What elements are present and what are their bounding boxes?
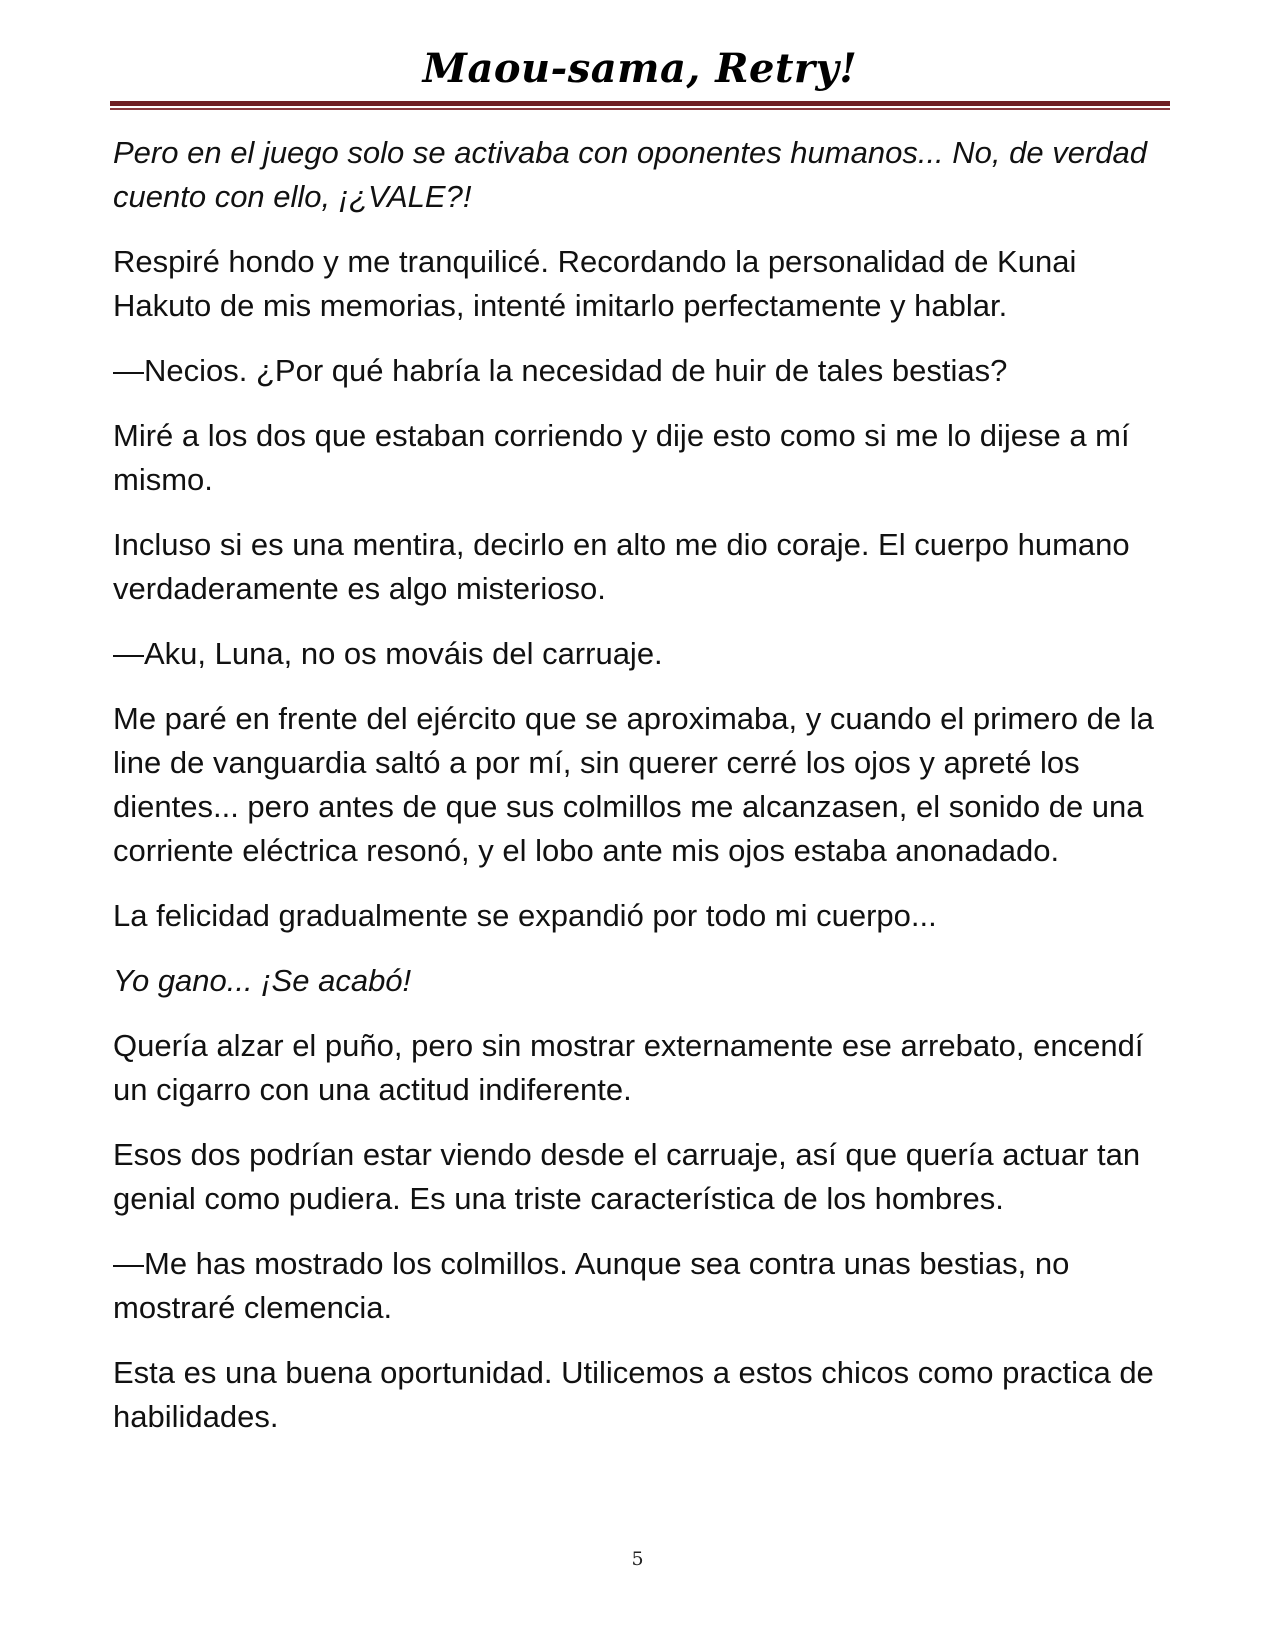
paragraph-7: Me paré en frente del ejército que se aproximaba, y cuando el primero de la line de vanguardia saltó a por mí, sin querer cerré los ojos y apreté los dientes... pero antes de que sus colmillos me alcanzasen, el sonido de una corriente eléctrica resonó, y el lobo ante mis ojos estaba anonadado.: [113, 701, 1154, 868]
paragraph-6: —Aku, Luna, no os mováis del carruaje.: [113, 636, 663, 671]
header-divider-thin-line: [110, 108, 1170, 110]
paragraph-3: —Necios. ¿Por qué habría la necesidad de huir de tales bestias?: [113, 353, 1008, 388]
paragraph-11: Esos dos podrían estar viendo desde el carruaje, así que quería actuar tan genial como pudiera. Es una triste característica de los hombres.: [113, 1137, 1141, 1216]
paragraph-2: Respiré hondo y me tranquilicé. Recordando la personalidad de Kunai Hakuto de mis memorias, intenté imitarlo perfectamente y hablar.: [113, 244, 1077, 323]
paragraph-1: Pero en el juego solo se activaba con oponentes humanos... No, de verdad cuento con ello, ¡¿VALE?!: [113, 135, 1148, 214]
paragraph-13: Esta es una buena oportunidad. Utilicemos a estos chicos como practica de habilidades.: [113, 1355, 1154, 1434]
paragraph-9: Yo gano... ¡Se acabó!: [113, 963, 412, 998]
paragraph-12: —Me has mostrado los colmillos. Aunque sea contra unas bestias, no mostraré clemencia.: [113, 1246, 1070, 1325]
header-title: Maou-sama, Retry!: [422, 45, 858, 92]
paragraph-5: Incluso si es una mentira, decirlo en alto me dio coraje. El cuerpo humano verdaderamente es algo misterioso.: [113, 527, 1130, 606]
body-text: [113, 131, 1173, 1460]
paragraph-4: Miré a los dos que estaban corriendo y dije esto como si me lo dijese a mí mismo.: [113, 418, 1130, 497]
header-divider: [110, 101, 1170, 110]
paragraph-10: Quería alzar el puño, pero sin mostrar externamente ese arrebato, encendí un cigarro con una actitud indiferente.: [113, 1028, 1144, 1107]
page-number: 5: [631, 1548, 644, 1570]
page-header: [110, 40, 1170, 98]
paragraph-8: La felicidad gradualmente se expandió por todo mi cuerpo...: [113, 898, 937, 933]
